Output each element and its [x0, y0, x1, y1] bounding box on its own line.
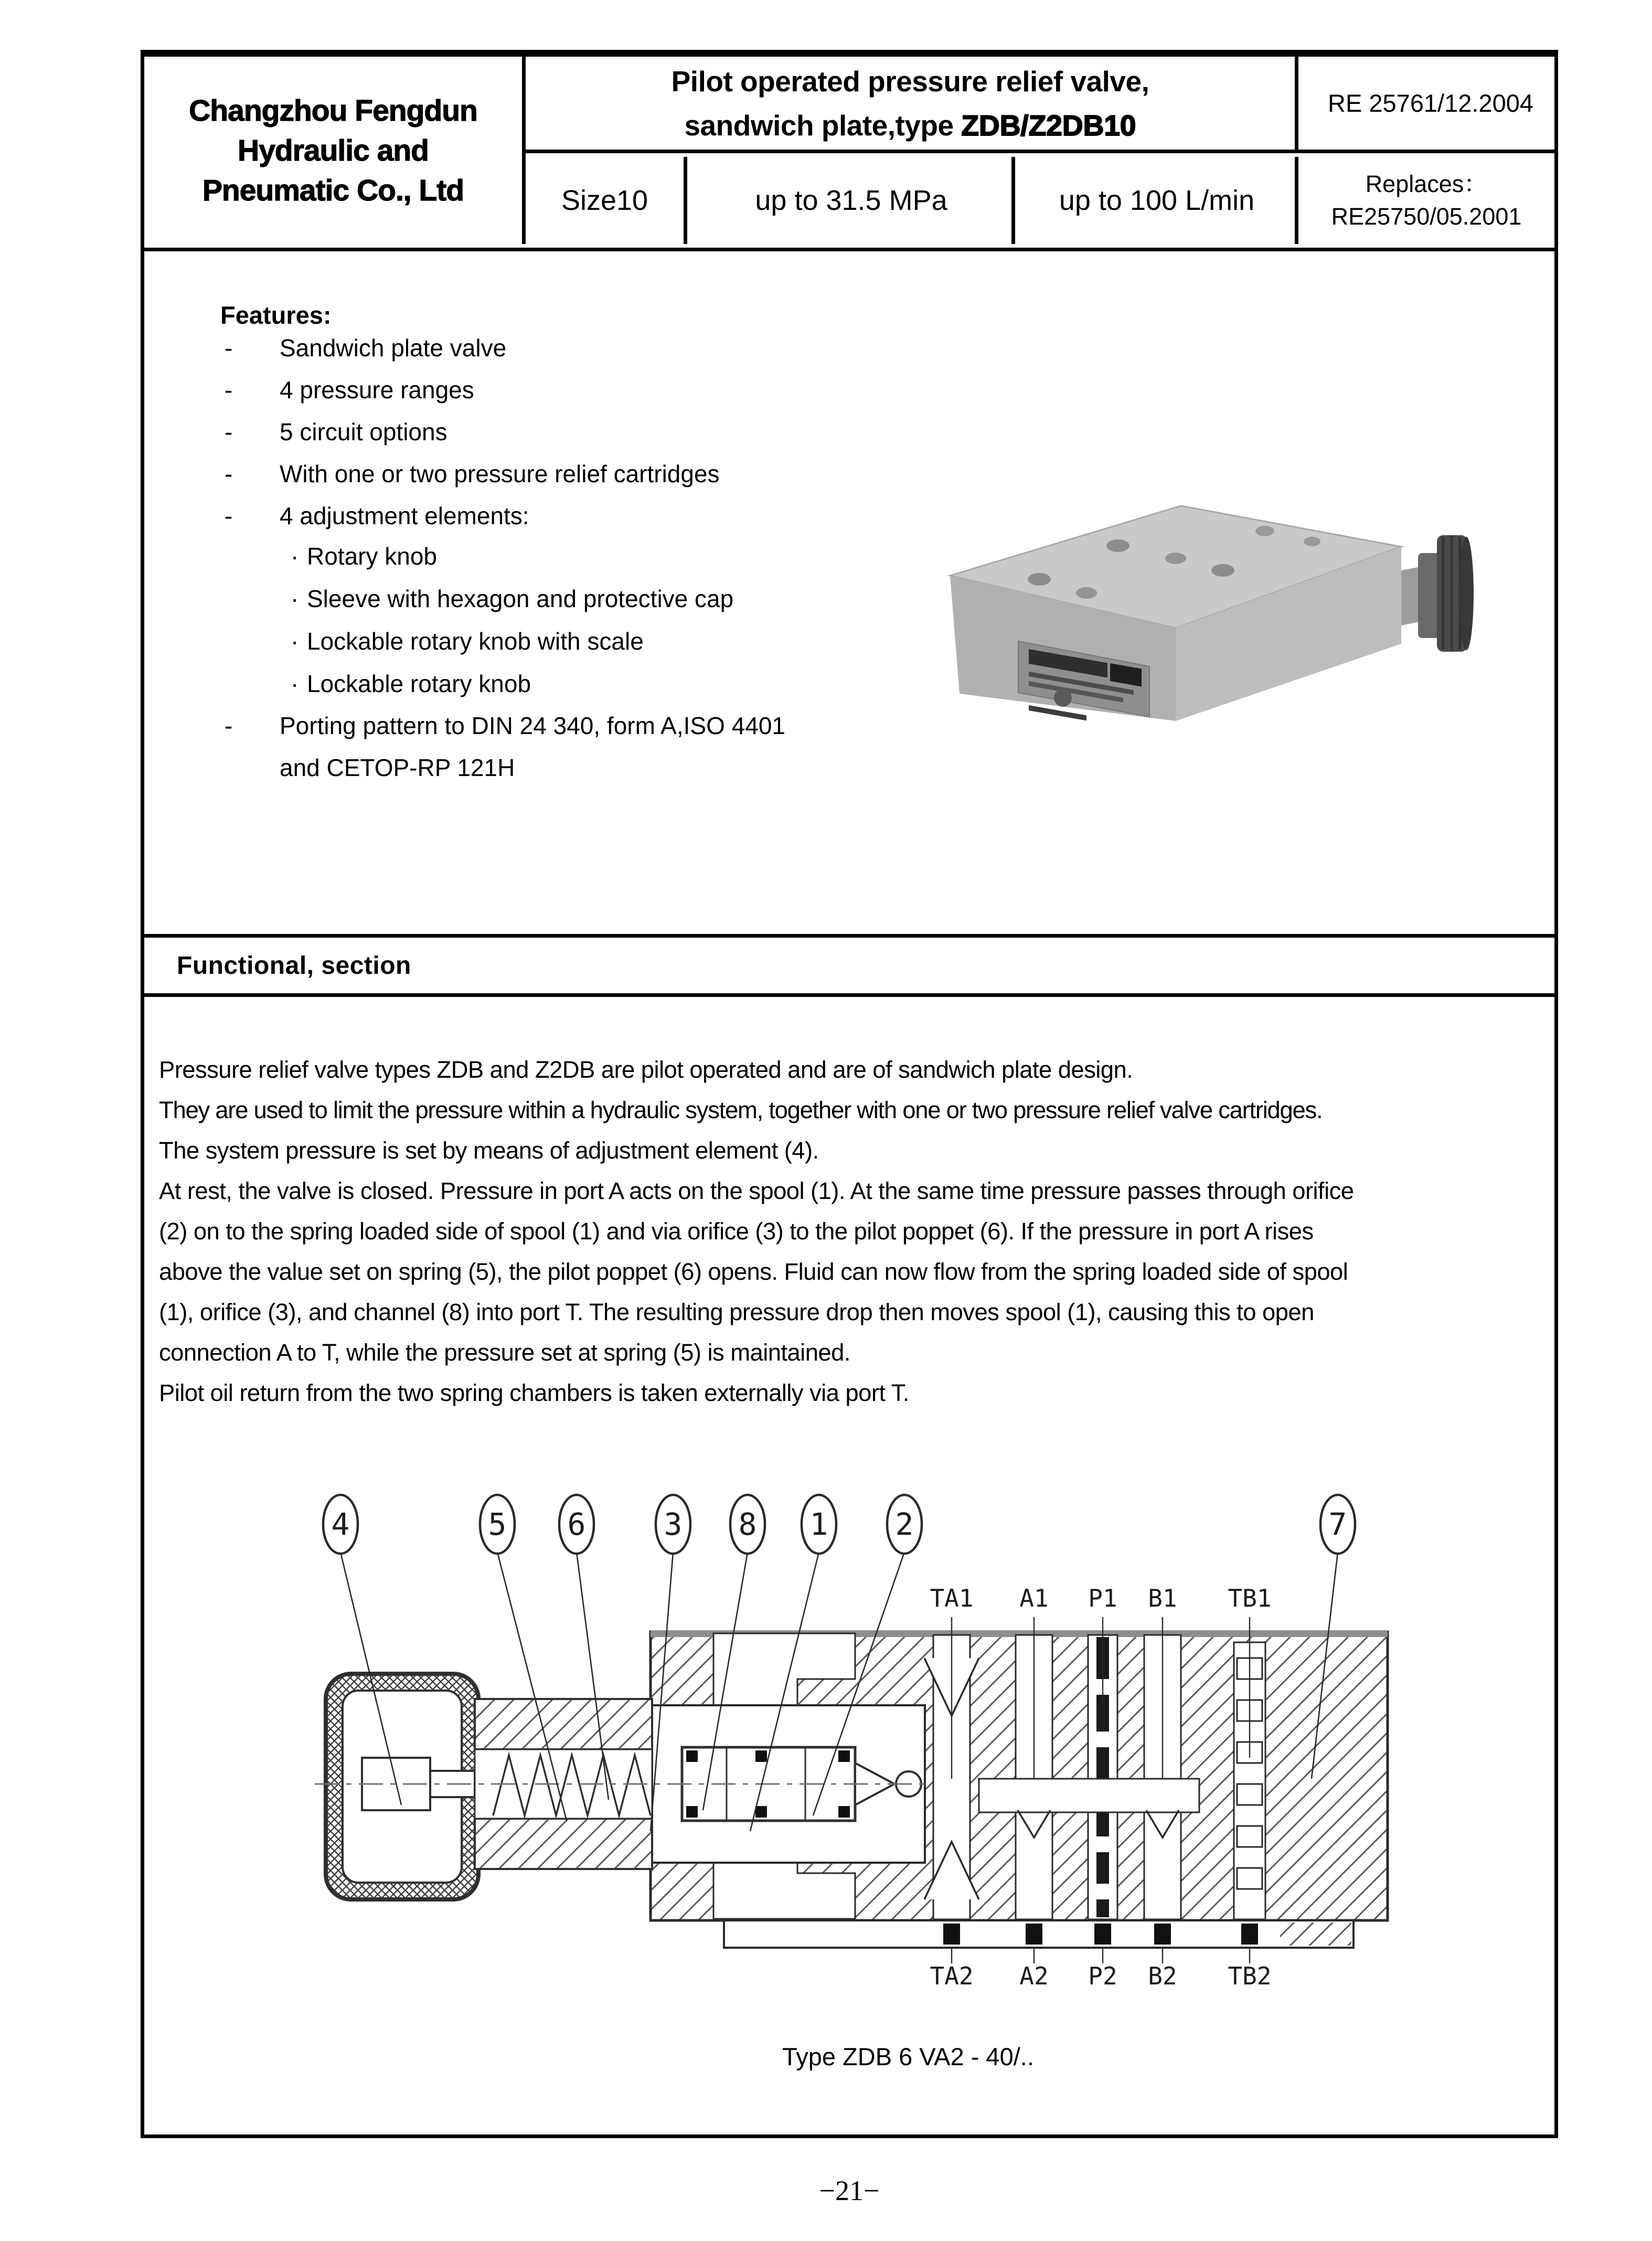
title-model-code: ZDB/Z2DB10: [961, 109, 1136, 142]
port-label: TA1: [930, 1584, 974, 1612]
bullet-dash: -: [225, 712, 233, 739]
porting-text-1: Porting pattern to DIN 24 340, form A,ISO 4401: [280, 712, 785, 739]
doc-number-cell: [1295, 57, 1554, 153]
company-line-2: Hydraulic and: [238, 133, 429, 167]
callout-number: 3: [664, 1506, 683, 1542]
header-table: [141, 50, 1558, 248]
bullet-dot: ·: [291, 585, 299, 612]
adjustment-option-text: Sleeve with hexagon and protective cap: [307, 585, 734, 612]
bullet-dot: ·: [291, 628, 299, 655]
paragraph-line: The system pressure is set by means of adjustment element (4).: [159, 1137, 819, 1164]
callout-number: 4: [331, 1506, 350, 1542]
pressure-value: up to 31.5 MPa: [755, 185, 947, 216]
features-heading: Features:: [220, 301, 332, 329]
paragraph-line: Pilot oil return from the two spring chambers is taken externally via port T.: [159, 1379, 909, 1406]
bullet-dash: -: [225, 502, 233, 529]
port-label: P1: [1088, 1584, 1117, 1612]
functional-section-diagram: [283, 1485, 1416, 1989]
feature-text: 4 adjustment elements:: [280, 502, 529, 529]
paragraph-line: (2) on to the spring loaded side of spool (1) and via orifice (3) to the pilot poppet (6). If the pressure in port A rises: [159, 1218, 1314, 1245]
pressure-cell: [691, 157, 1015, 244]
paragraph-line: At rest, the valve is closed. Pressure in port A acts on the spool (1). At the same time pressure passes through orifice: [159, 1177, 1354, 1204]
replaces-cell: [1295, 157, 1554, 244]
bullet-dash: -: [225, 376, 233, 403]
diagram-caption: Type ZDB 6 VA2 - 40/..: [782, 2043, 1034, 2070]
functional-heading: Functional, section: [177, 951, 411, 980]
callout-number: 7: [1328, 1506, 1347, 1542]
bullet-dash: -: [225, 418, 233, 445]
callout-number: 5: [488, 1506, 507, 1542]
bottom-port-labels: [930, 1948, 1271, 1989]
callout-bubbles: [323, 1495, 1355, 1554]
size-cell: [526, 157, 687, 244]
port-label: A2: [1019, 1962, 1049, 1989]
adjustment-option-text: Lockable rotary knob: [307, 670, 531, 697]
port-label: TA2: [930, 1962, 974, 1989]
valve-body-photo: [950, 506, 1474, 721]
callout-number: 8: [738, 1506, 757, 1542]
size-value: Size10: [561, 185, 648, 216]
feature-item: [144, 411, 1403, 453]
functional-section-band: [144, 934, 1554, 997]
page-number: −21−: [819, 2175, 880, 2206]
adjustment-option-text: Lockable rotary knob with scale: [307, 628, 644, 655]
title-line-2-prefix: sandwich plate,type: [684, 109, 962, 142]
sleeve: [475, 1699, 652, 1749]
replaces-label: Replaces：: [1365, 171, 1488, 197]
company-line-3: Pneumatic Co., Ltd: [202, 173, 464, 207]
feature-text: 4 pressure ranges: [280, 376, 474, 403]
port-label: B1: [1148, 1584, 1177, 1612]
paragraph-line: They are used to limit the pressure within a hydraulic system, together with one or two pressure relief valve cartridges.: [159, 1097, 1323, 1123]
adjustment-option-text: Rotary knob: [307, 543, 438, 570]
paragraph-line: Pressure relief valve types ZDB and Z2DB are pilot operated and are of sandwich plate design.: [159, 1056, 1133, 1083]
feature-text: Sandwich plate valve: [280, 334, 507, 362]
callout-number: 2: [895, 1506, 914, 1542]
flow-value: up to 100 L/min: [1059, 185, 1255, 216]
feature-text: With one or two pressure relief cartridges: [280, 460, 720, 487]
company-name-cell: [144, 57, 526, 244]
company-line-1: Changzhou Fengdun: [189, 93, 477, 128]
title-line-1: Pilot operated pressure relief valve,: [671, 65, 1149, 98]
port-label: TB2: [1228, 1962, 1272, 1989]
callout-number: 1: [809, 1506, 828, 1542]
paragraph-line: connection A to T, while the pressure set at spring (5) is maintained.: [159, 1339, 850, 1366]
content-box: [141, 248, 1558, 2138]
paragraph-line: above the value set on spring (5), the pilot poppet (6) opens. Fluid can now flow from the spring loaded side of spool: [159, 1258, 1348, 1285]
port-label: P2: [1088, 1962, 1117, 1989]
document-title-cell: [526, 57, 1295, 153]
bullet-dash: -: [225, 334, 233, 362]
replaces-number: RE25750/05.2001: [1331, 203, 1522, 230]
porting-text-2: and CETOP-RP 121H: [280, 754, 515, 781]
port-label: B2: [1148, 1962, 1177, 1989]
flow-cell: [1019, 157, 1295, 244]
feature-item: [144, 369, 1403, 411]
doc-number: RE 25761/12.2004: [1328, 89, 1533, 117]
feature-item: [144, 327, 1403, 369]
callout-number: 6: [567, 1506, 586, 1542]
paragraph-line: (1), orifice (3), and channel (8) into port T. The resulting pressure drop then moves spool (1), causing this to open: [159, 1299, 1314, 1325]
feature-text: 5 circuit options: [280, 418, 447, 445]
product-photo: [929, 468, 1475, 725]
port-label: A1: [1019, 1584, 1049, 1612]
title-line-2: [684, 103, 1136, 147]
bullet-dot: ·: [291, 543, 299, 570]
bullet-dot: ·: [291, 670, 299, 697]
bottom-plate-section: [724, 1920, 1353, 1948]
porting-line-2: [144, 747, 1403, 789]
port-label: TB1: [1228, 1584, 1272, 1612]
adjustment-knob-photo: [1401, 535, 1474, 652]
bullet-dash: -: [225, 460, 233, 487]
functional-paragraph: [159, 1049, 1545, 1413]
